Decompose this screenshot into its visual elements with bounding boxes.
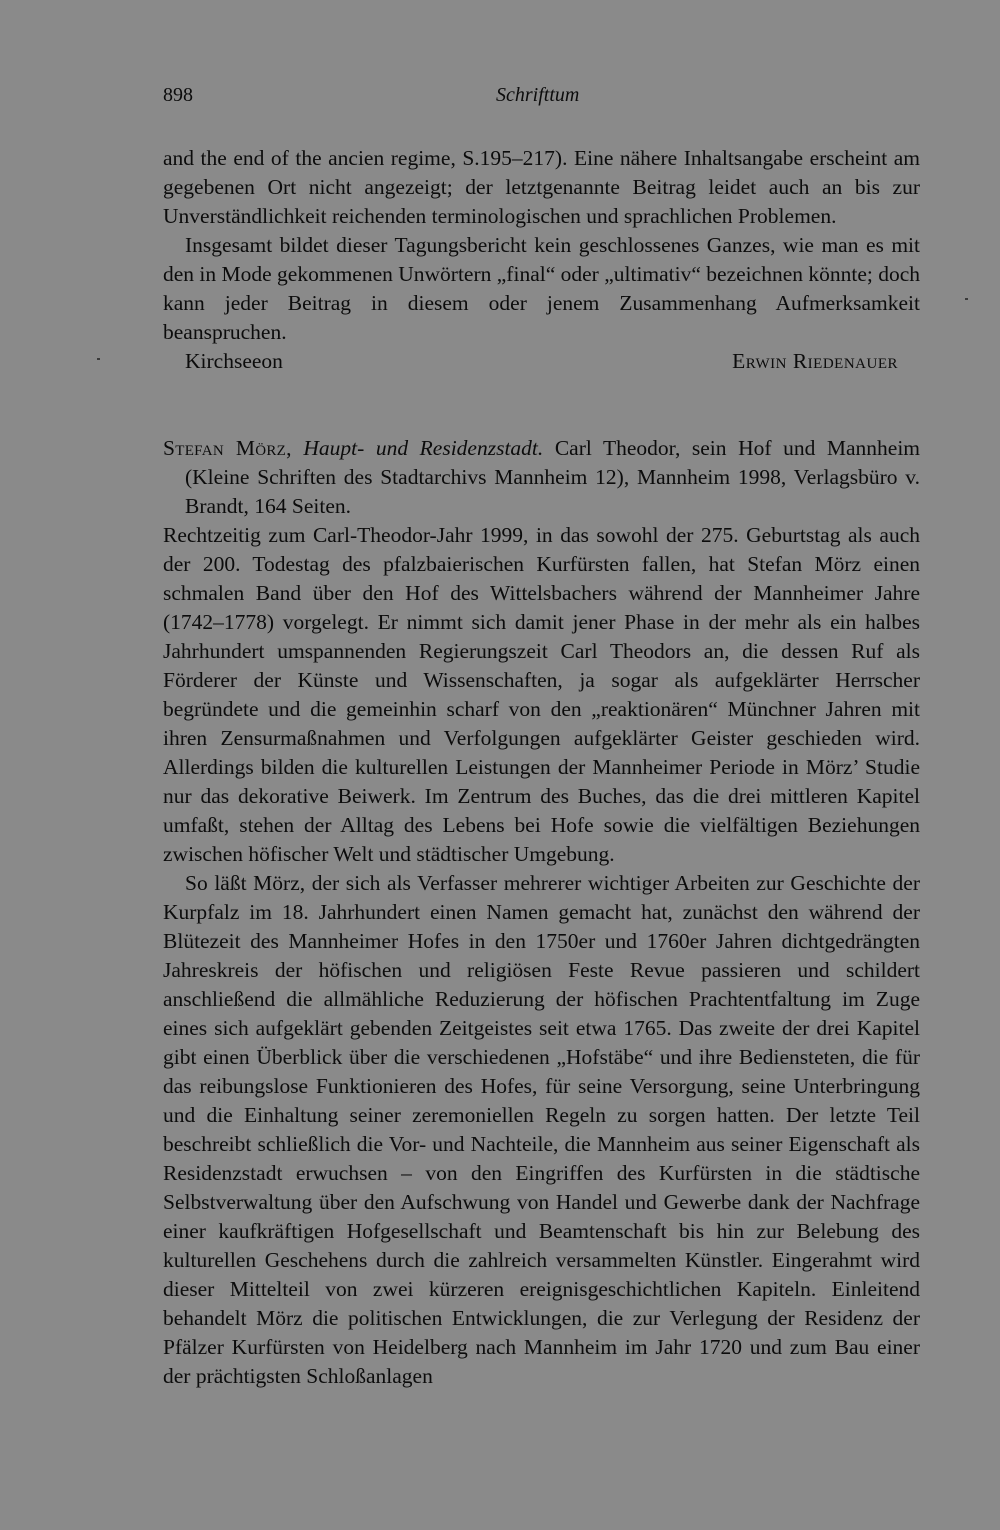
scan-speck <box>965 298 968 300</box>
review-2 <box>163 434 920 1391</box>
review-2-paragraph-1: Rechtzeitig zum Carl-Theodor-Jahr 1999, in das sowohl der 275. Geburtstag als auch der 200. Todestag des pfalzbaierischen Kurfürsten fallen, hat Stefan Mörz einen schmalen Band über den Hof des Wittelsbachers während der Mannheimer Jahre (1742–1778) vorgelegt. Er nimmt sich damit jener Phase in der mehr als ein halbes Jahrhundert umspannenden Regierungszeit Carl Theodors an, die dessen Ruf als Förderer der Künste und Wissenschaften, ja sogar als aufgeklärter Herrscher begründete und die gemeinhin scharf von den „reaktionären“ Münchner Jahren mit ihren Zensurmaßnahmen und Verfolgungen aufgeklärter Geister geschieden wird. Allerdings bilden die kulturellen Leistungen der Mannheimer Periode in Mörz’ Studie nur das dekorative Beiwerk. Im Zentrum des Buches, das die drei mittleren Kapitel umfaßt, stehen der Alltag des Lebens bei Hofe sowie die vielfältigen Beziehungen zwischen höfischer Welt und städtischer Umgebung. <box>163 523 920 866</box>
book-author: Stefan Mörz, <box>163 436 292 460</box>
scan-speck <box>97 358 100 360</box>
review-1 <box>163 144 920 376</box>
book-page <box>163 84 920 1391</box>
review-2-paragraph-2: So läßt Mörz, der sich als Verfasser mehrerer wichtiger Arbeiten zur Geschichte der Kurpfalz im 18. Jahrhundert einen Namen gemacht hat, zunächst den während der Blütezeit des Mannheimer Hofes in den 1750er und 1760er Jahren dichtgedrängten Jahreskreis der höfischen und religiösen Feste Revue passieren und schildert anschließend die allmähliche Reduzierung der höfischen Prachtentfaltung im Zuge eines sich aufgeklärt gebenden Zeitgeistes seit etwa 1765. Das zweite der drei Kapitel gibt einen Überblick über die verschiedenen „Hofstäbe“ und ihre Bediensteten, die für das reibungslose Funktionieren des Hofes, für seine Versorgung, seine Unterbringung und die Einhaltung seiner zeremoniellen Regeln zu sorgen hatten. Der letzte Teil beschreibt schließlich die Vor- und Nachteile, die Mannheim aus seiner Eigenschaft als Residenzstadt erwuchsen – von den Eingriffen des Kurfürsten in die städtische Selbstverwaltung über den Aufschwung von Handel und Gewerbe dank der Nachfrage einer kaufkräftigen Hofgesellschaft und Beamtenschaft bis hin zur Belebung des kulturellen Geschehens durch die zahlreich versammelten Künstler. Eingerahmt wird dieser Mittelteil von zwei kürzeren ereignisgeschichtlichen Kapiteln. Einleitend behandelt Mörz die politischen Entwicklungen, die zur Verlegung der Residenz der Pfälzer Kurfürsten von Heidelberg nach Mannheim im Jahr 1720 und zum Bau einer der prächtigsten Schloßanlagen <box>163 871 920 1388</box>
bibliographic-entry <box>163 434 920 521</box>
review-1-paragraph-2: Insgesamt bildet dieser Tagungsbericht kein geschlossenes Ganzes, wie man es mit den in Mode gekommenen Unwörtern „final“ oder „ultimativ“ bezeichnen könnte; doch kann jeder Beitrag in diesem oder jenem Zusammenhang Aufmerksamkeit beanspruchen. <box>163 233 921 344</box>
review-1-paragraph-1: and the end of the ancien regime, S.195–217). Eine nähere Inhaltsangabe erscheint am gegebenen Ort nicht angezeigt; der letztgenannte Beitrag leidet auch an bis zur Unverständlichkeit reichenden terminologischen und sprachlichen Problemen. <box>163 146 920 228</box>
section-gap <box>163 376 920 434</box>
running-head <box>163 84 920 114</box>
page-number: 898 <box>163 84 193 106</box>
running-title: Schrifttum <box>496 84 580 106</box>
reviewer-name: Erwin Riedenauer <box>732 349 898 373</box>
signature-line <box>163 347 920 376</box>
review-place: Kirchseeon <box>185 349 283 373</box>
book-details: Carl Theodor, sein Hof und Mannheim (Kleine Schriften des Stadtarchivs Mannheim 12), Mannheim 1998, Verlagsbüro v. Brandt, 164 Seiten. <box>185 436 921 518</box>
book-title: Haupt- und Residenzstadt. <box>303 436 544 460</box>
